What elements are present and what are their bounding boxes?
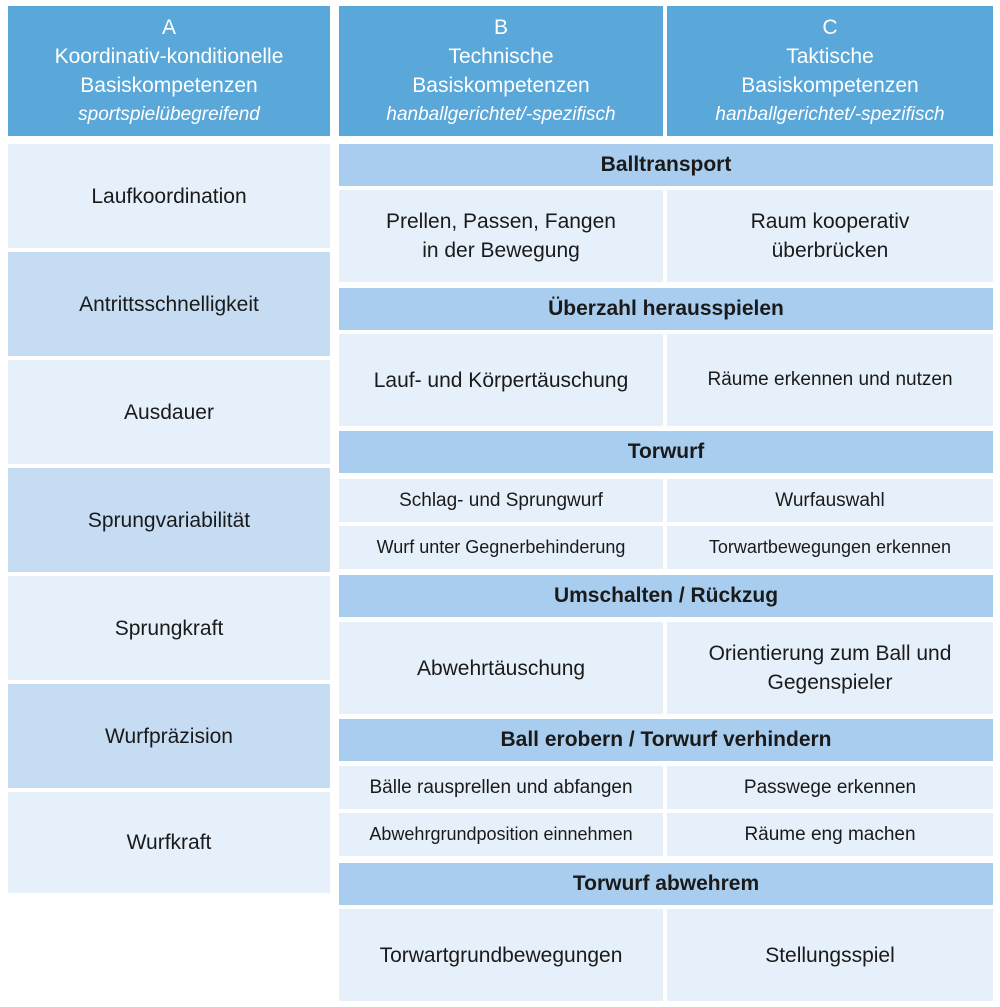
tactic-cell: Räume erkennen und nutzen [667, 334, 993, 426]
column-a-item: Ausdauer [8, 360, 330, 464]
tactic-cell: Wurfauswahl [667, 479, 993, 522]
tactic-line: Gegenspieler [767, 671, 893, 694]
header-a-line1: Koordinativ-konditionelle [54, 45, 284, 68]
technique-cell: Abwehrtäuschung [339, 622, 663, 714]
header-a-letter: A [161, 16, 176, 39]
header-b-subtitle: hanballgerichtet/-spezifisch [386, 104, 616, 125]
column-a-item: Sprungvariabilität [8, 468, 330, 572]
column-a-item: Antrittsschnelligkeit [8, 252, 330, 356]
column-a-item: Wurfkraft [8, 792, 330, 893]
header-b-line1: Technische [448, 45, 554, 68]
header-column-b [339, 6, 663, 136]
header-column-a [8, 6, 330, 136]
technique-cell: Schlag- und Sprungwurf [339, 479, 663, 522]
technique-cell: Lauf- und Körpertäuschung [339, 334, 663, 426]
column-a-item: Sprungkraft [8, 576, 330, 680]
technique-cell: Abwehrgrundposition einnehmen [339, 813, 663, 856]
section-title: Umschalten / Rückzug [339, 575, 993, 617]
header-c-letter: C [822, 16, 838, 39]
section-title: Torwurf abwehrem [339, 863, 993, 905]
tactic-cell [667, 190, 993, 282]
technique-line: Prellen, Passen, Fangen [386, 210, 616, 233]
header-c-line1: Taktische [786, 45, 874, 68]
section-title: Torwurf [339, 431, 993, 473]
tactic-cell: Passwege erkennen [667, 766, 993, 809]
header-c-line2: Basiskompetenzen [741, 74, 919, 97]
tactic-line: Raum kooperativ [750, 210, 910, 233]
technique-cell: Bälle rausprellen und abfangen [339, 766, 663, 809]
header-a-line2: Basiskompetenzen [80, 74, 258, 97]
tactic-cell: Stellungsspiel [667, 909, 993, 1001]
column-a-item: Wurfpräzision [8, 684, 330, 788]
header-a-subtitle: sportspielübegreifend [78, 104, 260, 125]
tactic-cell: Torwartbewegungen erkennen [667, 526, 993, 569]
column-a-item: Laufkoordination [8, 144, 330, 248]
header-b-line2: Basiskompetenzen [412, 74, 590, 97]
technique-cell: Torwartgrundbewegungen [339, 909, 663, 1001]
section-title: Balltransport [339, 144, 993, 186]
section-title: Ball erobern / Torwurf verhindern [339, 719, 993, 761]
tactic-line: Orientierung zum Ball und [708, 642, 952, 665]
technique-cell [339, 190, 663, 282]
section-title: Überzahl herausspielen [339, 288, 993, 330]
technique-line: in der Bewegung [422, 239, 580, 262]
tactic-cell [667, 622, 993, 714]
header-b-letter: B [493, 16, 508, 39]
tactic-line: überbrücken [771, 239, 889, 262]
technique-cell: Wurf unter Gegnerbehinderung [339, 526, 663, 569]
tactic-cell: Räume eng machen [667, 813, 993, 856]
header-column-c [667, 6, 993, 136]
header-c-subtitle: hanballgerichtet/-spezifisch [715, 104, 945, 125]
